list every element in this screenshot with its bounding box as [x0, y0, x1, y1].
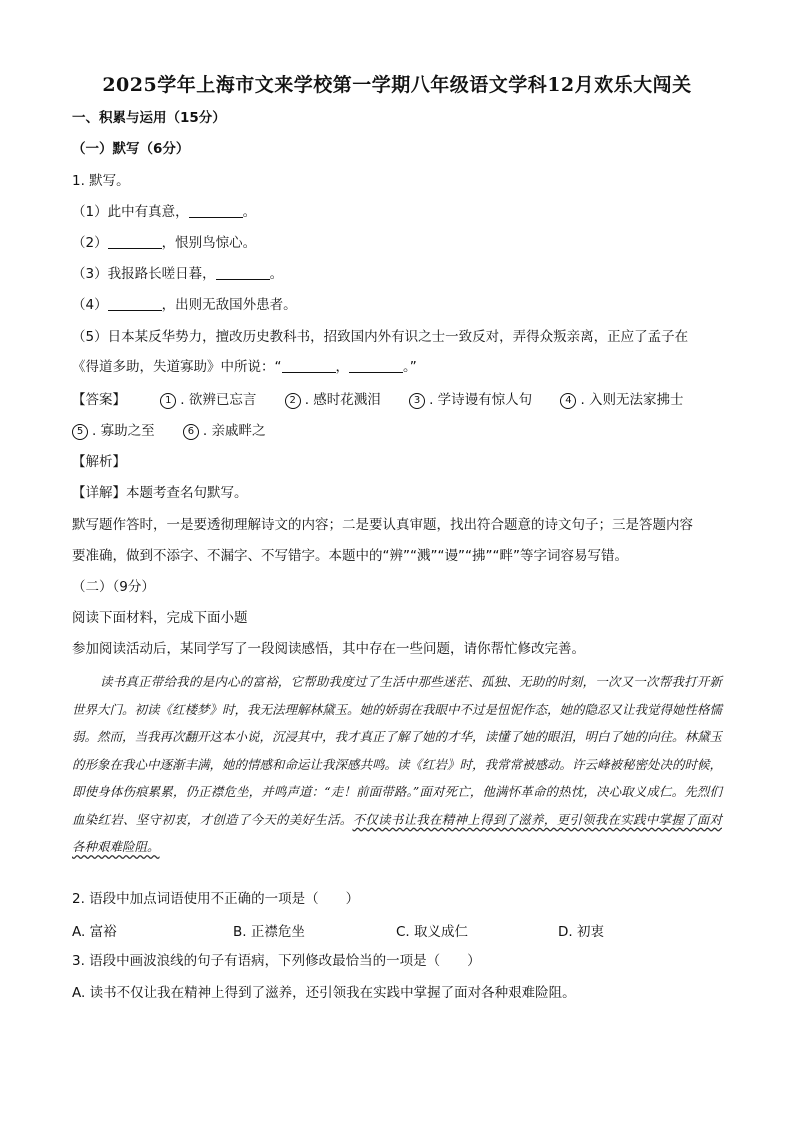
question-1-item-4: [72, 295, 297, 315]
item-text: （2）: [72, 235, 108, 251]
answer-item: [560, 390, 683, 410]
fill-blank: [349, 358, 403, 373]
answer-item: [183, 421, 266, 441]
item-text: ，出则无敌国外患者。: [161, 297, 297, 313]
answer-text: . 欲辨已忘言: [180, 392, 257, 408]
explanation-line-1: 默写题作答时，一是要透彻理解诗文的内容；二是要认真审题，找出符合题意的诗文句子；三是答题内容: [72, 517, 693, 533]
item-text: ，: [335, 359, 349, 375]
question-2-option-a: A. 富裕: [72, 924, 117, 940]
circled-number: 2: [285, 393, 301, 409]
reading-intro: 参加阅读活动后，某同学写了一段阅读感悟，其中存在一些问题，请你帮忙修改完善。: [72, 641, 585, 657]
question-3-stem: 3. 语段中画波浪线的句子有语病，下列修改最恰当的一项是（ ）: [72, 953, 481, 969]
item-text: （3）我报路长嗟日暮，: [72, 266, 216, 282]
question-2-stem: 2. 语段中加点词语使用不正确的一项是（ ）: [72, 891, 360, 907]
answer-label: 【答案】: [72, 392, 126, 408]
fill-blank: [282, 358, 336, 373]
answer-text: . 亲戚畔之: [202, 423, 266, 439]
detail-text: 【详解】本题考查名句默写。: [72, 485, 248, 501]
section-heading: 一、积累与运用（15分）: [72, 110, 226, 126]
circled-number: 4: [560, 393, 576, 409]
answer-text: . 入则无法家拂士: [580, 392, 684, 408]
circled-number: 5: [72, 424, 88, 440]
fill-blank: [108, 296, 162, 311]
question-1-item-5-line-2: [72, 357, 417, 377]
item-text: 。: [242, 204, 257, 220]
question-2-option-c: C. 取义成仁: [396, 924, 469, 940]
answer-item: [285, 390, 381, 410]
answer-item: [409, 390, 532, 410]
item-text: 《得道多助，失道寡助》中所说：“: [72, 359, 282, 375]
reading-passage: [72, 668, 722, 861]
item-text: ，恨别鸟惊心。: [161, 235, 257, 251]
answer-text: . 寡助之至: [92, 423, 155, 439]
passage-text: 读书真正带给我的是内心的富裕，它帮助我度过了生活中那些迷茫、孤独、无助的时刻，一次又一次帮我打开新世界大门。初读《红楼梦》时，我无法理解林黛玉。她的娇弱在我眼中不过是忸怩作态，她的隐忍又让我觉得她性格懦弱。然而，当我再次翻开这本小说，沉浸其中，我才真正了解了她的才华，读懂了她的眼泪，明白了她的向往。林黛玉的形象在我心中逐渐丰满，她的情感和命运让我深感共鸣。读《红岩》时，我常常被感动。许云峰被秘密处决的时候，即使身体伤痕累累，仍正襟危坐，并鸣声道：“走！前面带路。”面对死亡，他满怀革命的热忱，决心取义成仁。先烈们血染红岩、坚守初衷，才创造了今天的美好生活。: [72, 674, 723, 827]
question-2-option-b: B. 正襟危坐: [233, 924, 305, 940]
answer-text: . 感时花溅泪: [304, 392, 381, 408]
item-text: （4）: [72, 297, 108, 313]
analysis-label: 【解析】: [72, 454, 126, 470]
item-text: 。: [269, 266, 284, 282]
answer-item: [160, 390, 256, 410]
answer-item: [72, 421, 155, 441]
answer-text: . 学诗谩有惊人句: [429, 392, 533, 408]
fill-blank: [189, 203, 243, 218]
part-heading-1: （一）默写（6分）: [72, 141, 190, 157]
item-text: （1）此中有真意，: [72, 204, 189, 220]
circled-number: 3: [409, 393, 425, 409]
reading-instruction: 阅读下面材料，完成下面小题: [72, 610, 248, 626]
fill-blank: [216, 265, 270, 280]
question-1-item-2: [72, 233, 256, 253]
question-3-option-a: A. 读书不仅让我在精神上得到了滋养，还引领我在实践中掌握了面对各种艰难险阻。: [72, 985, 576, 1001]
circled-number: 6: [183, 424, 199, 440]
question-1-item-1: [72, 202, 256, 222]
question-1-stem: 1. 默写。: [72, 173, 130, 189]
page-title: 2025学年上海市文来学校第一学期八年级语文学科12月欢乐大闯关: [102, 74, 692, 96]
circled-number: 1: [160, 393, 176, 409]
answer-row-2: [72, 421, 289, 441]
question-1-item-3: [72, 264, 283, 284]
part-heading-2: （二）（9分）: [72, 579, 155, 595]
wavy-underlined-sentence: 不仅读书让我在精神上得到了滋养，更引领我在实践中掌握了面对各种艰难险阻。: [72, 811, 722, 854]
question-1-item-5-line-1: （5）日本某反华势力，擅改历史教科书，招致国内外有识之士一致反对，弄得众叛亲离，正应了孟子在: [72, 329, 689, 345]
item-text: 。”: [403, 359, 417, 375]
fill-blank: [108, 234, 162, 249]
explanation-line-2: 要准确，做到不添字、不漏字、不写错字。本题中的“辨”“溅”“谩”“拂”“畔”等字词容易写错。: [72, 548, 628, 564]
question-2-option-d: D. 初衷: [558, 924, 604, 940]
answer-row-1: [72, 390, 708, 410]
